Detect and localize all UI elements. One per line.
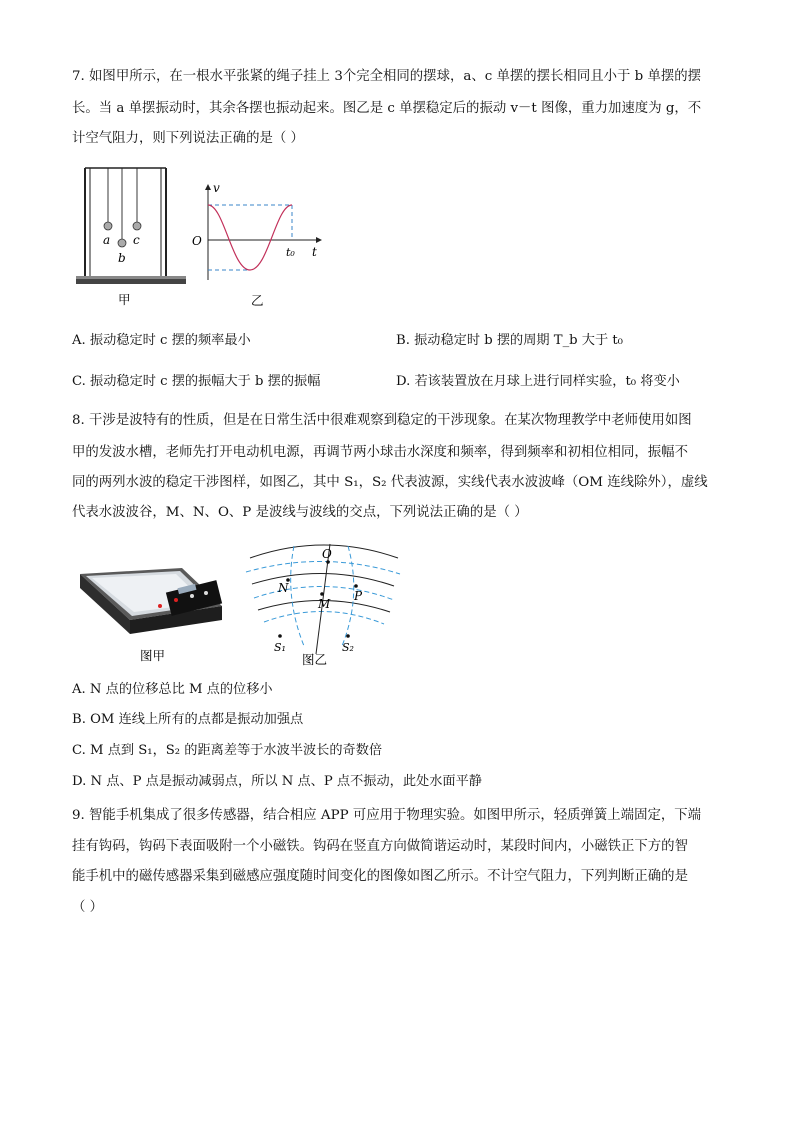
q7-figure-yi-vt-graph (188, 176, 328, 312)
q8-option-b[interactable]: B. OM 连线上所有的点都是振动加强点 (72, 712, 304, 727)
label-a: a (103, 233, 111, 247)
q8-stem-line-4: 代表水波波谷，M、N、O、P 是波线与波线的交点，下列说法正确的是（ ） (72, 505, 528, 520)
q9-stem-line-4: （ ） (72, 900, 104, 915)
source-s2-label: S₂ (342, 641, 354, 654)
q7-stem-line-3: 计空气阻力，则下列说法正确的是（ ） (72, 131, 304, 146)
axis-t-label: t (312, 245, 317, 259)
q7-stem-line-1: 7. 如图甲所示，在一根水平张紧的绳子挂上 3个完全相同的摆球，a、c 单摆的摆长相同且小于 b 单摆的摆 (72, 69, 702, 84)
origin-label: O (192, 234, 202, 248)
q8-stem-line-1: 8. 干涉是波特有的性质，但是在日常生活中很难观察到稳定的干涉现象。在某次物理教学中老师使用如图 (72, 413, 692, 428)
q8-figure-jia-ripple-tank (72, 548, 232, 670)
caption-jia: 甲 (118, 292, 131, 307)
point-m-label: M (318, 597, 331, 611)
q7-option-c[interactable]: C. 振动稳定时 c 摆的振幅大于 b 摆的振幅 (72, 374, 321, 389)
label-c: c (133, 233, 140, 247)
q8-option-a[interactable]: A. N 点的位移总比 M 点的位移小 (72, 682, 273, 697)
point-n-label: N (278, 581, 289, 595)
q7-option-a[interactable]: A. 振动稳定时 c 摆的频率最小 (72, 333, 251, 348)
q7-option-b[interactable]: B. 振动稳定时 b 摆的周期 T_b 大于 t₀ (396, 333, 623, 348)
q8-option-d[interactable]: D. N 点、P 点是振动减弱点，所以 N 点、P 点不振动，此处水面平静 (72, 774, 482, 789)
q9-stem-line-2: 挂有钩码，钩码下表面吸附一个小磁铁。钩码在竖直方向做简谐运动时，某段时间内，小磁铁正下方的智 (72, 839, 688, 854)
point-o-label: O (322, 547, 332, 561)
q8-option-c[interactable]: C. M 点到 S₁，S₂ 的距离差等于水波半波长的奇数倍 (72, 743, 383, 758)
q7-figure-jia-pendulums (72, 160, 192, 310)
axis-v-label: v (213, 181, 220, 195)
t0-label: t₀ (286, 246, 295, 259)
q9-stem-line-3: 能手机中的磁传感器采集到磁感应强度随时间变化的图像如图乙所示。不计空气阻力，下列判断正确的是 (72, 869, 688, 884)
label-b: b (118, 251, 126, 265)
caption-tuyi: 图乙 (302, 652, 328, 667)
q8-stem-line-3: 同的两列水波的稳定干涉图样，如图乙，其中 S₁，S₂ 代表波源，实线代表水波波峰（OM 连线除外），虚线 (72, 475, 708, 490)
q7-option-d[interactable]: D. 若该装置放在月球上进行同样实验，t₀ 将变小 (396, 374, 680, 389)
source-s1-label: S₁ (274, 641, 286, 654)
point-p-label: P (354, 589, 363, 603)
caption-tujia: 图甲 (140, 648, 166, 663)
q8-stem-line-2: 甲的发波水槽，老师先打开电动机电源，再调节两小球击水深度和频率，得到频率和初相位相同，振幅不 (72, 445, 688, 460)
caption-yi: 乙 (251, 293, 264, 308)
q7-stem-line-2: 长。当 a 单摆振动时，其余各摆也振动起来。图乙是 c 单摆稳定后的振动 v－t 图像，重力加速度为 g，不 (72, 101, 702, 116)
q9-stem-line-1: 9. 智能手机集成了很多传感器，结合相应 APP 可应用于物理实验。如图甲所示，轻质弹簧上端固定，下端 (72, 808, 702, 823)
q8-figure-yi-interference (244, 536, 404, 670)
